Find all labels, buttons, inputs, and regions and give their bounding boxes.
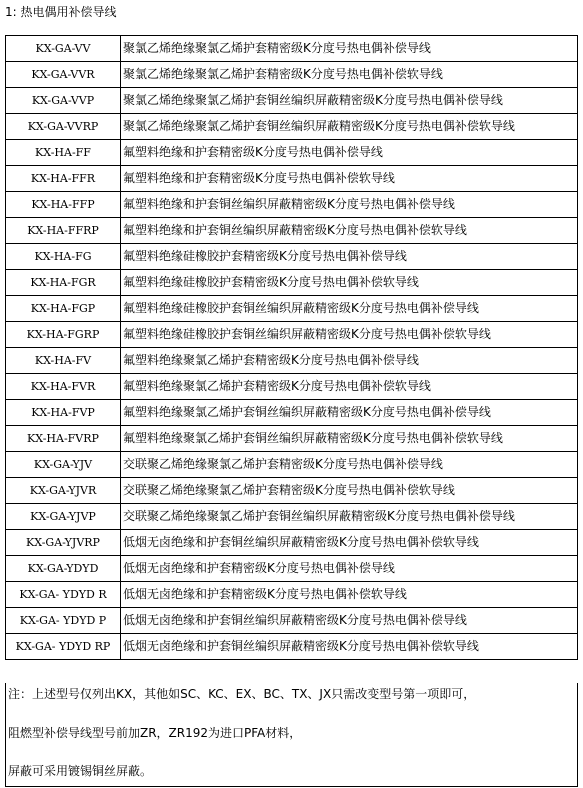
description-cell: 氟塑料绝缘聚氯乙烯护套铜丝编织屏蔽精密级K分度号热电偶补偿导线 (121, 400, 578, 426)
description-cell: 氟塑料绝缘硅橡胶护套铜丝编织屏蔽精密级K分度号热电偶补偿软导线 (121, 322, 578, 348)
model-code-cell: KX-HA-FFR (6, 166, 121, 192)
model-code-cell: KX-GA-YJVR (6, 478, 121, 504)
table-row (6, 556, 578, 582)
notes-box (5, 683, 578, 787)
table-row (6, 452, 578, 478)
model-code-cell: KX-HA-FG (6, 244, 121, 270)
model-code-cell: KX-GA-YJVP (6, 504, 121, 530)
description-cell: 交联聚乙烯绝缘聚氯乙烯护套精密级K分度号热电偶补偿导线 (121, 452, 578, 478)
note-line-flame-retardant: 阻燃型补偿导线型号前加ZR，ZR192为进口PFA材料， (8, 726, 302, 740)
model-code-cell: KX-HA-FGR (6, 270, 121, 296)
model-code-cell: KX-HA-FVRP (6, 426, 121, 452)
description-cell: 氟塑料绝缘硅橡胶护套精密级K分度号热电偶补偿导线 (121, 244, 578, 270)
table-row (6, 296, 578, 322)
table-row (6, 36, 578, 62)
table-row (6, 140, 578, 166)
table-row (6, 348, 578, 374)
table-row (6, 582, 578, 608)
table-row (6, 218, 578, 244)
description-cell: 氟塑料绝缘和护套铜丝编织屏蔽精密级K分度号热电偶补偿软导线 (121, 218, 578, 244)
description-cell: 氟塑料绝缘和护套精密级K分度号热电偶补偿导线 (121, 140, 578, 166)
table-row (6, 244, 578, 270)
description-cell: 氟塑料绝缘聚氯乙烯护套铜丝编织屏蔽精密级K分度号热电偶补偿软导线 (121, 426, 578, 452)
table-row (6, 634, 578, 660)
description-cell: 氟塑料绝缘和护套精密级K分度号热电偶补偿软导线 (121, 166, 578, 192)
table-row (6, 114, 578, 140)
table-row (6, 504, 578, 530)
table-row (6, 530, 578, 556)
description-cell: 交联聚乙烯绝缘聚氯乙烯护套精密级K分度号热电偶补偿软导线 (121, 478, 578, 504)
model-code-cell: KX-HA-FF (6, 140, 121, 166)
model-code-cell: KX-GA-YJV (6, 452, 121, 478)
model-code-cell: KX-HA-FGRP (6, 322, 121, 348)
model-code-cell: KX-HA-FVP (6, 400, 121, 426)
model-code-cell: KX-GA-VVRP (6, 114, 121, 140)
table-row (6, 322, 578, 348)
description-cell: 低烟无卤绝缘和护套铜丝编织屏蔽精密级K分度号热电偶补偿软导线 (121, 634, 578, 660)
description-cell: 氟塑料绝缘聚氯乙烯护套精密级K分度号热电偶补偿导线 (121, 348, 578, 374)
table-row (6, 374, 578, 400)
table-row (6, 400, 578, 426)
note-line-shielding: 屏蔽可采用镀锡铜丝屏蔽。 (8, 764, 153, 778)
model-code-cell: KX-HA-FGP (6, 296, 121, 322)
description-cell: 低烟无卤绝缘和护套精密级K分度号热电偶补偿导线 (121, 556, 578, 582)
model-code-cell: KX-GA- YDYD P (6, 608, 121, 634)
description-cell: 低烟无卤绝缘和护套精密级K分度号热电偶补偿软导线 (121, 582, 578, 608)
model-code-cell: KX-GA- YDYD R (6, 582, 121, 608)
description-cell: 氟塑料绝缘聚氯乙烯护套精密级K分度号热电偶补偿软导线 (121, 374, 578, 400)
model-code-cell: KX-GA-VVR (6, 62, 121, 88)
description-cell: 氟塑料绝缘硅橡胶护套铜丝编织屏蔽精密级K分度号热电偶补偿导线 (121, 296, 578, 322)
table-row (6, 478, 578, 504)
model-code-cell: KX-GA-YJVRP (6, 530, 121, 556)
model-code-cell: KX-GA- YDYD RP (6, 634, 121, 660)
table-row (6, 166, 578, 192)
description-cell: 氟塑料绝缘和护套铜丝编织屏蔽精密级K分度号热电偶补偿导线 (121, 192, 578, 218)
model-code-cell: KX-HA-FFRP (6, 218, 121, 244)
description-cell: 聚氯乙烯绝缘聚氯乙烯护套铜丝编织屏蔽精密级K分度号热电偶补偿软导线 (121, 114, 578, 140)
table-row (6, 426, 578, 452)
table-row (6, 192, 578, 218)
table-row (6, 608, 578, 634)
model-code-cell: KX-GA-YDYD (6, 556, 121, 582)
description-cell: 聚氯乙烯绝缘聚氯乙烯护套精密级K分度号热电偶补偿软导线 (121, 62, 578, 88)
table-row (6, 270, 578, 296)
description-cell: 低烟无卤绝缘和护套铜丝编织屏蔽精密级K分度号热电偶补偿软导线 (121, 530, 578, 556)
model-code-cell: KX-HA-FVR (6, 374, 121, 400)
description-cell: 低烟无卤绝缘和护套铜丝编织屏蔽精密级K分度号热电偶补偿导线 (121, 608, 578, 634)
section-heading: 1: 热电偶用补偿导线 (5, 5, 117, 19)
description-cell: 聚氯乙烯绝缘聚氯乙烯护套精密级K分度号热电偶补偿导线 (121, 36, 578, 62)
description-cell: 交联聚乙烯绝缘聚氯乙烯护套铜丝编织屏蔽精密级K分度号热电偶补偿导线 (121, 504, 578, 530)
model-code-cell: KX-GA-VV (6, 36, 121, 62)
model-code-cell: KX-HA-FV (6, 348, 121, 374)
table-row (6, 88, 578, 114)
description-cell: 氟塑料绝缘硅橡胶护套精密级K分度号热电偶补偿软导线 (121, 270, 578, 296)
description-cell: 聚氯乙烯绝缘聚氯乙烯护套铜丝编织屏蔽精密级K分度号热电偶补偿导线 (121, 88, 578, 114)
note-line-models: 注：上述型号仅列出KX，其他如SC、KC、EX、BC、TX、JX只需改变型号第一项即可， (8, 687, 476, 701)
table-row (6, 62, 578, 88)
model-code-cell: KX-HA-FFP (6, 192, 121, 218)
compensation-cable-table (5, 35, 578, 660)
table-body (6, 36, 578, 660)
model-code-cell: KX-GA-VVP (6, 88, 121, 114)
